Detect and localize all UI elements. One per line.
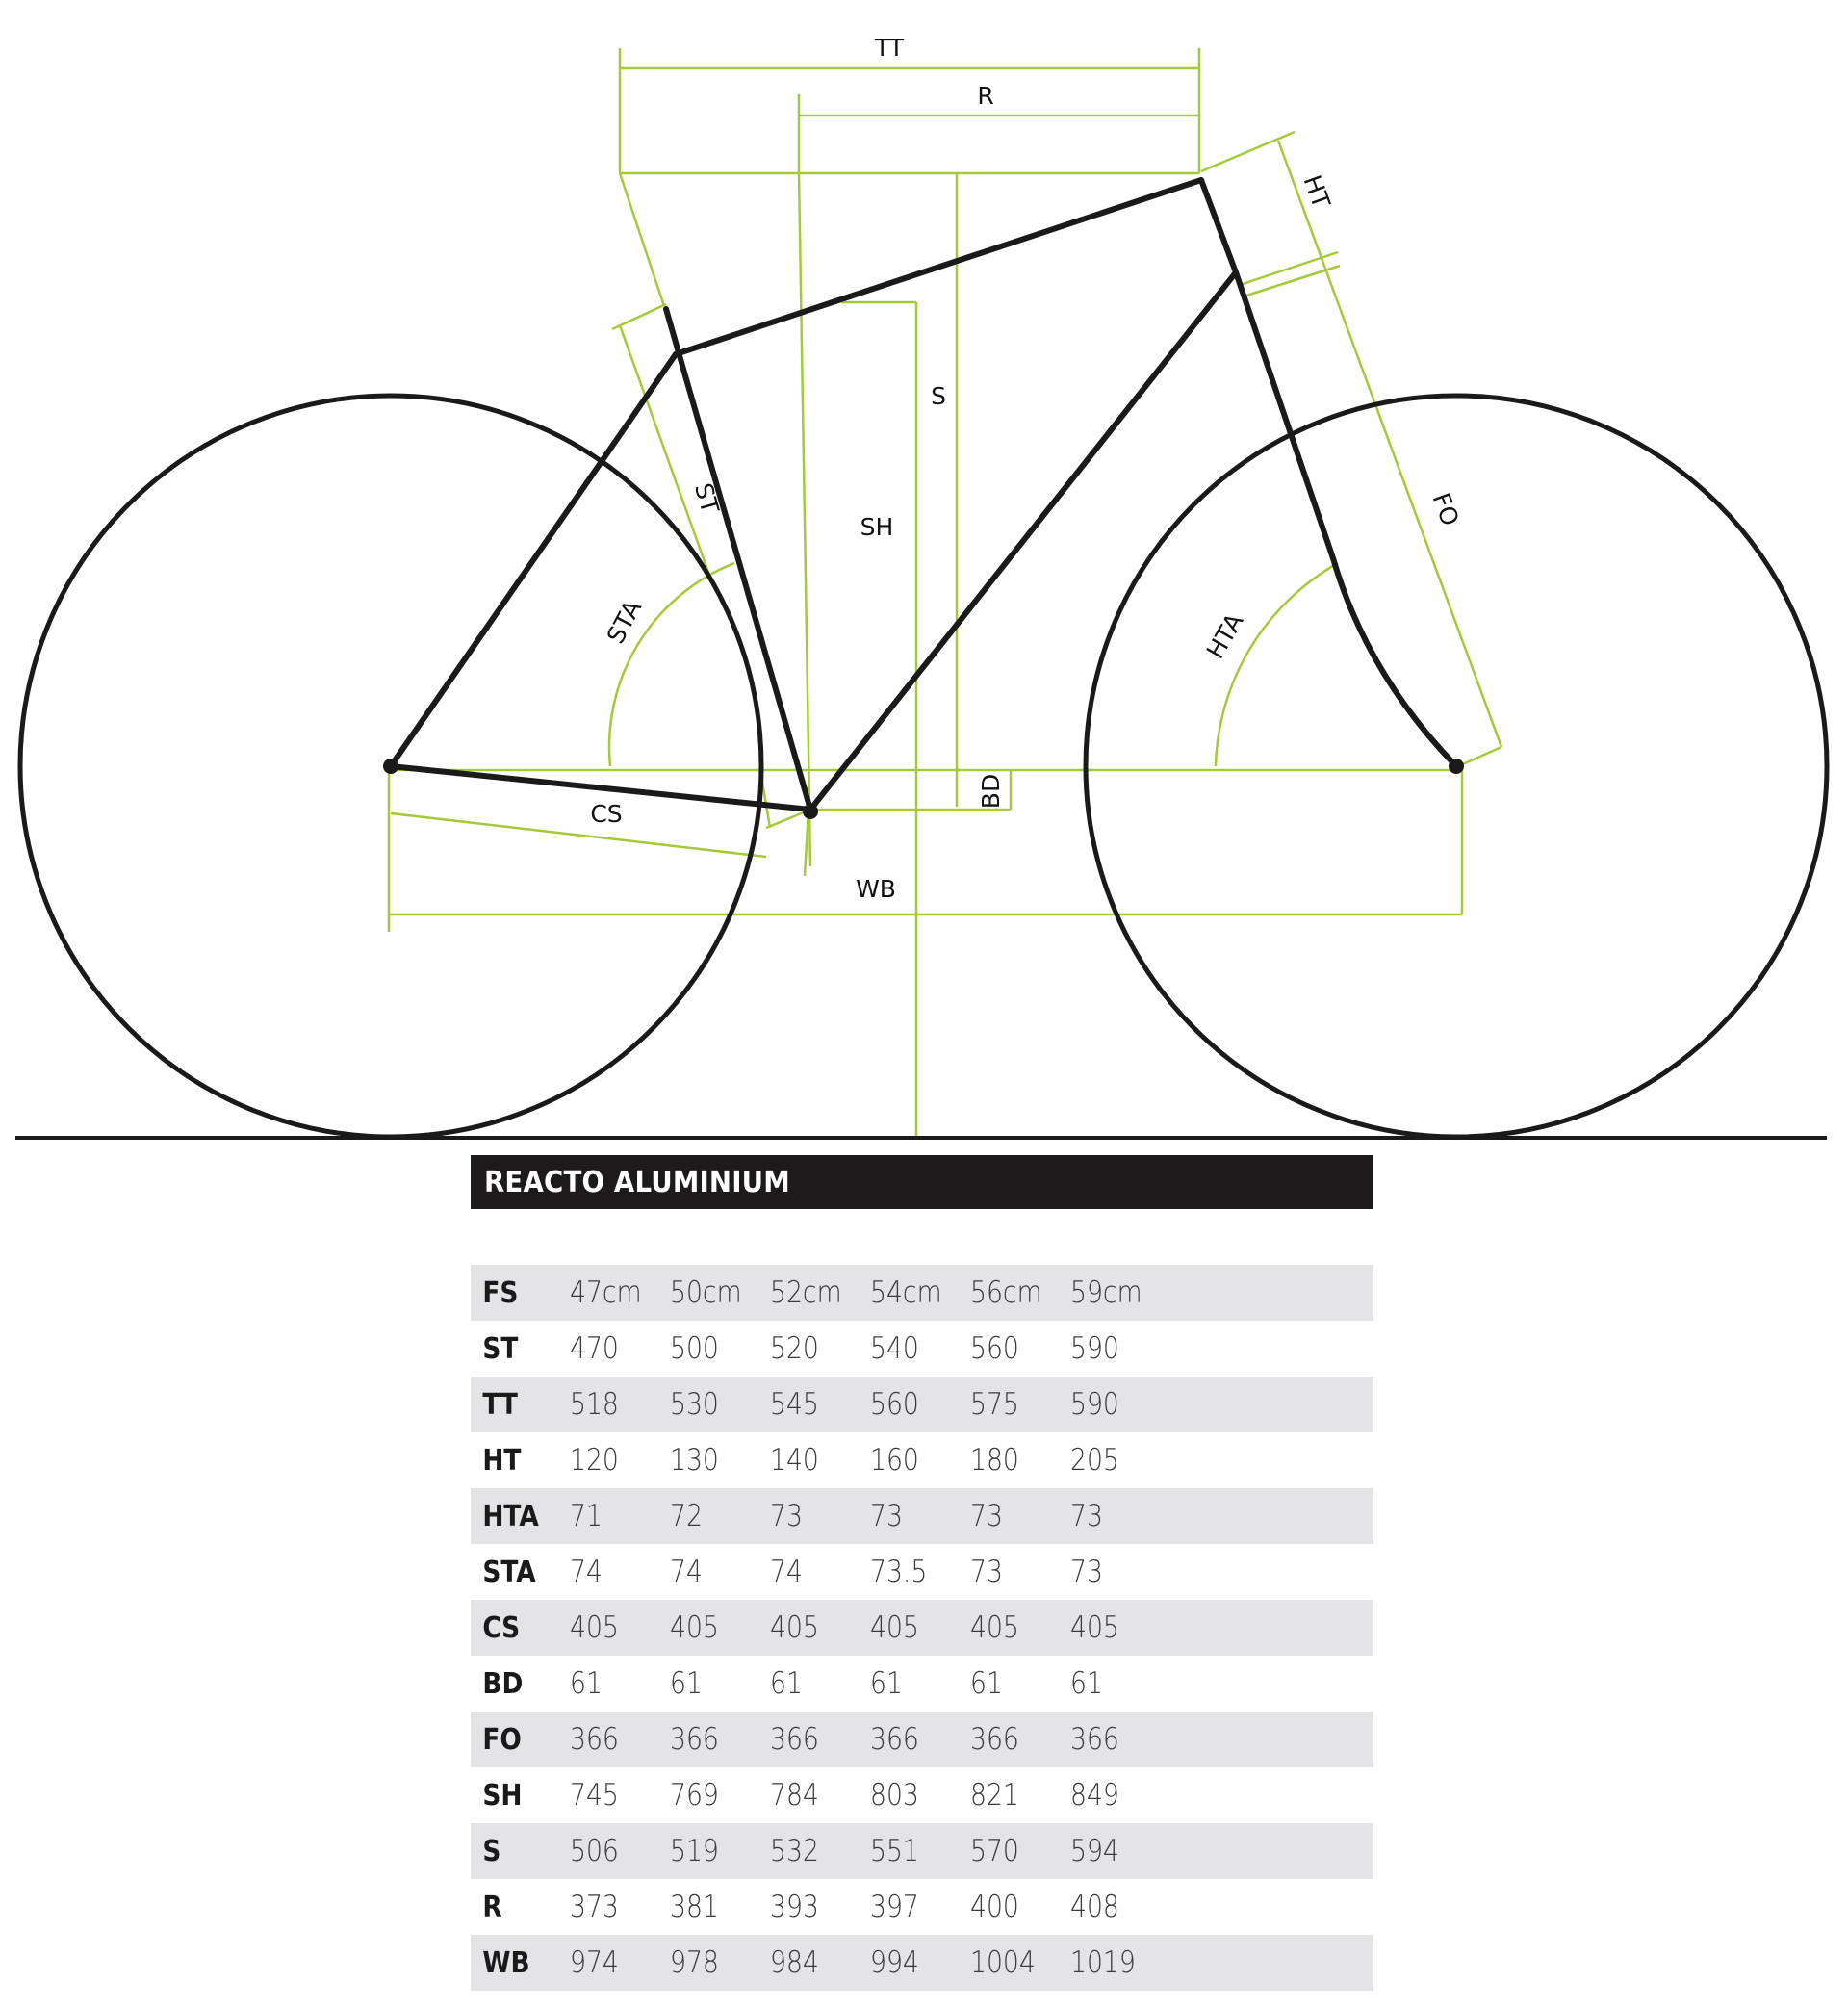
cell: 366 xyxy=(670,1722,719,1757)
cell: 500 xyxy=(670,1331,719,1366)
label-ht: HT xyxy=(1297,171,1336,213)
cell: 205 xyxy=(1070,1443,1119,1478)
row-key: CS xyxy=(482,1610,521,1645)
cell: 56cm xyxy=(970,1275,1042,1310)
cell: 366 xyxy=(870,1722,919,1757)
cell: 61 xyxy=(1070,1666,1103,1701)
table-row xyxy=(471,1712,1373,1767)
row-key: BD xyxy=(482,1666,524,1701)
cell: 984 xyxy=(770,1945,819,1980)
cell: 54cm xyxy=(870,1275,942,1310)
cell: 50cm xyxy=(670,1275,742,1310)
cell: 180 xyxy=(970,1443,1019,1478)
label-cs: CS xyxy=(590,800,623,828)
cell: 540 xyxy=(870,1331,919,1366)
cell: 400 xyxy=(970,1890,1019,1924)
cell: 73 xyxy=(870,1499,903,1533)
cell: 61 xyxy=(670,1666,703,1701)
cell: 405 xyxy=(770,1610,819,1645)
cell: 519 xyxy=(670,1834,719,1868)
cell: 73 xyxy=(1070,1555,1103,1589)
head-tube xyxy=(1201,180,1236,272)
cell: 73 xyxy=(970,1499,1003,1533)
cell: 530 xyxy=(670,1387,719,1422)
cell: 73 xyxy=(1070,1499,1103,1533)
label-fo: FO xyxy=(1426,489,1465,530)
table-title: REACTO ALUMINIUM xyxy=(484,1165,790,1199)
table-row xyxy=(471,1935,1373,1991)
cell: 61 xyxy=(570,1666,603,1701)
label-sta: STA xyxy=(601,595,648,649)
cell: 520 xyxy=(770,1331,819,1366)
cell: 71 xyxy=(570,1499,603,1533)
cell: 849 xyxy=(1070,1778,1119,1813)
table-row xyxy=(471,1432,1373,1488)
row-key: WB xyxy=(482,1945,530,1980)
frame xyxy=(391,180,1456,810)
cell: 784 xyxy=(770,1778,819,1813)
table-rows xyxy=(471,1265,1373,1991)
label-r: R xyxy=(977,82,994,110)
cell: 803 xyxy=(870,1778,919,1813)
table-row xyxy=(471,1321,1373,1377)
cell: 366 xyxy=(970,1722,1019,1757)
label-s: S xyxy=(931,382,946,410)
fork xyxy=(1236,272,1456,766)
table-row xyxy=(471,1488,1373,1544)
seat-stay xyxy=(391,354,676,766)
top-tube xyxy=(676,180,1201,354)
cell: 72 xyxy=(670,1499,703,1533)
cell: 590 xyxy=(1070,1331,1119,1366)
table-row xyxy=(471,1377,1373,1432)
cell: 821 xyxy=(970,1778,1019,1813)
cell: 974 xyxy=(570,1945,619,1980)
row-key: FO xyxy=(482,1722,522,1757)
cell: 61 xyxy=(770,1666,803,1701)
cell: 74 xyxy=(570,1555,603,1589)
cell: 1004 xyxy=(970,1945,1036,1980)
cell: 594 xyxy=(1070,1834,1119,1868)
cell: 570 xyxy=(970,1834,1019,1868)
cell: 74 xyxy=(770,1555,803,1589)
seat-tube xyxy=(666,309,810,810)
cell: 405 xyxy=(970,1610,1019,1645)
label-hta: HTA xyxy=(1200,608,1249,664)
cell: 74 xyxy=(670,1555,703,1589)
cell: 366 xyxy=(570,1722,619,1757)
cell: 532 xyxy=(770,1834,819,1868)
cell: 560 xyxy=(870,1387,919,1422)
cell: 47cm xyxy=(570,1275,642,1310)
cell: 61 xyxy=(870,1666,903,1701)
cell: 745 xyxy=(570,1778,619,1813)
wheels xyxy=(20,396,1827,1137)
cell: 551 xyxy=(870,1834,919,1868)
cell: 366 xyxy=(770,1722,819,1757)
geometry-table xyxy=(471,1155,1373,1991)
table-title-bar xyxy=(471,1155,1373,1209)
table-row xyxy=(471,1544,1373,1600)
row-key: TT xyxy=(482,1387,518,1422)
row-key: STA xyxy=(482,1555,536,1589)
cell: 120 xyxy=(570,1443,619,1478)
cell: 518 xyxy=(570,1387,619,1422)
row-key: HT xyxy=(482,1443,522,1478)
row-key: FS xyxy=(482,1275,519,1310)
cell: 61 xyxy=(970,1666,1003,1701)
label-sh: SH xyxy=(860,513,894,541)
row-key: SH xyxy=(482,1778,523,1813)
cell: 130 xyxy=(670,1443,719,1478)
label-wb: WB xyxy=(856,875,896,903)
table-row xyxy=(471,1879,1373,1935)
cell: 397 xyxy=(870,1890,919,1924)
table-row xyxy=(471,1767,1373,1823)
cell: 1019 xyxy=(1070,1945,1136,1980)
cell: 405 xyxy=(1070,1610,1119,1645)
cell: 73.5 xyxy=(870,1555,928,1589)
cell: 405 xyxy=(870,1610,919,1645)
dimension-labels xyxy=(590,34,1464,903)
cell: 994 xyxy=(870,1945,919,1980)
cell: 160 xyxy=(870,1443,919,1478)
cell: 560 xyxy=(970,1331,1019,1366)
cell: 978 xyxy=(670,1945,719,1980)
label-bd: BD xyxy=(977,773,1005,810)
row-key: S xyxy=(482,1834,501,1868)
cell: 373 xyxy=(570,1890,619,1924)
down-tube xyxy=(810,272,1236,810)
table-row xyxy=(471,1265,1373,1321)
label-st: ST xyxy=(688,479,725,517)
cell: 52cm xyxy=(770,1275,842,1310)
cell: 769 xyxy=(670,1778,719,1813)
row-key: R xyxy=(482,1890,502,1924)
cell: 408 xyxy=(1070,1890,1119,1924)
cell: 405 xyxy=(570,1610,619,1645)
row-key: HTA xyxy=(482,1499,539,1533)
table-row xyxy=(471,1600,1373,1656)
cell: 470 xyxy=(570,1331,619,1366)
cell: 140 xyxy=(770,1443,819,1478)
table-row xyxy=(471,1656,1373,1712)
cell: 381 xyxy=(670,1890,719,1924)
cell: 366 xyxy=(1070,1722,1119,1757)
cell: 73 xyxy=(970,1555,1003,1589)
dimension-lines xyxy=(389,48,1502,1138)
cell: 590 xyxy=(1070,1387,1119,1422)
label-tt: TT xyxy=(874,34,905,62)
cell: 393 xyxy=(770,1890,819,1924)
cell: 506 xyxy=(570,1834,619,1868)
cell: 73 xyxy=(770,1499,803,1533)
table-row xyxy=(471,1823,1373,1879)
cell: 59cm xyxy=(1070,1275,1142,1310)
cell: 405 xyxy=(670,1610,719,1645)
cell: 545 xyxy=(770,1387,819,1422)
cell: 575 xyxy=(970,1387,1019,1422)
row-key: ST xyxy=(482,1331,519,1366)
